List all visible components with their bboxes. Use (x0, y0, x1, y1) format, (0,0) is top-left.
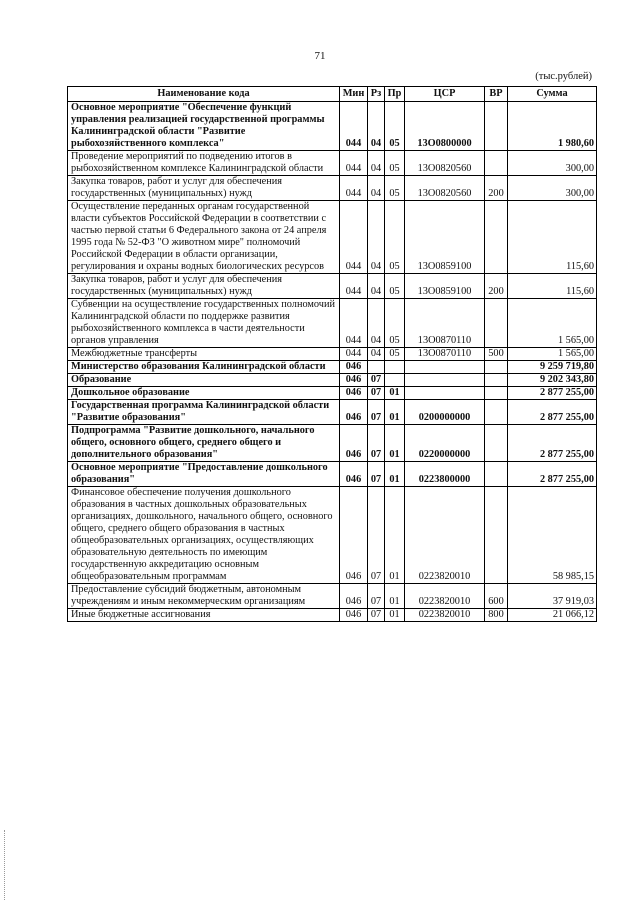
row-name: Дошкольное образование (68, 387, 340, 400)
row-min: 046 (340, 462, 368, 487)
row-sum: 9 259 719,80 (508, 361, 597, 374)
table-row (68, 151, 597, 176)
row-rz: 07 (368, 462, 385, 487)
row-name: Министерство образования Калининградской области (68, 361, 340, 374)
row-sum: 2 877 255,00 (508, 425, 597, 462)
row-pr: 01 (385, 487, 405, 584)
row-rz: 07 (368, 425, 385, 462)
row-sum: 1 565,00 (508, 299, 597, 348)
row-name: Осуществление переданных органам государственной власти субъектов Российской Федерации в соответствии с частью первой статьи 6 Федерального закона от 24 апреля 1995 года № 52-ФЗ "О животном мире" полномочий Российской Федерации в области организации, регулирования и охраны водных биологических ресурсов (68, 201, 340, 274)
row-csr: 13О0859100 (405, 274, 485, 299)
row-sum: 1 565,00 (508, 348, 597, 361)
row-min: 046 (340, 361, 368, 374)
row-name: Основное мероприятие "Предоставление дошкольного образования" (68, 462, 340, 487)
row-sum: 2 877 255,00 (508, 400, 597, 425)
row-csr: 0223820010 (405, 584, 485, 609)
row-pr: 01 (385, 462, 405, 487)
row-name: Финансовое обеспечение получения дошкольного образования в частных дошкольных образовательных организациях, дошкольного, начального общего, основного общего, среднего общего образования в частных общеобразовательных организациях, осуществляющих образовательную деятельность по имеющим государственную аккредитацию основным общеобразовательным программам (68, 487, 340, 584)
row-vr: 800 (485, 609, 508, 622)
row-min: 046 (340, 374, 368, 387)
row-rz (368, 361, 385, 374)
row-sum: 300,00 (508, 176, 597, 201)
row-csr (405, 387, 485, 400)
header-vr: ВР (485, 87, 508, 102)
row-pr: 05 (385, 299, 405, 348)
page-number: 71 (314, 50, 326, 62)
row-min: 046 (340, 609, 368, 622)
row-min: 044 (340, 299, 368, 348)
table-row (68, 176, 597, 201)
row-min: 044 (340, 348, 368, 361)
row-pr: 05 (385, 176, 405, 201)
row-rz: 04 (368, 151, 385, 176)
row-name: Закупка товаров, работ и услуг для обеспечения государственных (муниципальных) нужд (68, 176, 340, 201)
row-rz: 07 (368, 374, 385, 387)
row-min: 046 (340, 487, 368, 584)
row-sum: 115,60 (508, 201, 597, 274)
row-vr: 200 (485, 176, 508, 201)
row-sum: 2 877 255,00 (508, 462, 597, 487)
row-name: Проведение мероприятий по подведению итогов в рыбохозяйственном комплексе Калининградской области (68, 151, 340, 176)
row-pr: 01 (385, 387, 405, 400)
table-row (68, 584, 597, 609)
row-pr: 05 (385, 274, 405, 299)
row-sum: 58 985,15 (508, 487, 597, 584)
row-csr: 0223820010 (405, 487, 485, 584)
table-row (68, 400, 597, 425)
row-vr: 600 (485, 584, 508, 609)
row-sum: 300,00 (508, 151, 597, 176)
row-min: 044 (340, 102, 368, 151)
row-pr: 05 (385, 151, 405, 176)
row-sum: 37 919,03 (508, 584, 597, 609)
table-row (68, 609, 597, 622)
row-pr: 05 (385, 348, 405, 361)
table-row (68, 361, 597, 374)
budget-table (67, 86, 597, 622)
row-rz: 04 (368, 176, 385, 201)
row-name: Предоставление субсидий бюджетным, автономным учреждениям и иным некоммерческим организациям (68, 584, 340, 609)
row-pr (385, 374, 405, 387)
row-rz: 04 (368, 348, 385, 361)
units-label: (тыс.рублей) (535, 71, 592, 82)
row-csr: 0223820010 (405, 609, 485, 622)
row-csr: 0200000000 (405, 400, 485, 425)
header-min: Мин (340, 87, 368, 102)
row-pr (385, 361, 405, 374)
row-name: Субвенции на осуществление государственных полномочий Калининградской области по поддержке развития рыбохозяйственного комплекса в части деятельности органов управления (68, 299, 340, 348)
row-min: 044 (340, 176, 368, 201)
header-sum: Сумма (508, 87, 597, 102)
row-sum: 115,60 (508, 274, 597, 299)
header-rz: Рз (368, 87, 385, 102)
row-csr: 13О0870110 (405, 299, 485, 348)
header-csr: ЦСР (405, 87, 485, 102)
row-sum: 21 066,12 (508, 609, 597, 622)
row-pr: 01 (385, 609, 405, 622)
row-rz: 07 (368, 400, 385, 425)
row-sum: 9 202 343,80 (508, 374, 597, 387)
row-csr (405, 361, 485, 374)
table-row (68, 374, 597, 387)
row-min: 046 (340, 400, 368, 425)
row-pr: 05 (385, 201, 405, 274)
scan-edge-mark (4, 830, 6, 900)
row-name: Межбюджетные трансферты (68, 348, 340, 361)
row-csr: 13О0870110 (405, 348, 485, 361)
row-rz: 07 (368, 584, 385, 609)
table-row (68, 487, 597, 584)
row-vr: 200 (485, 274, 508, 299)
row-pr: 05 (385, 102, 405, 151)
row-vr (485, 462, 508, 487)
table-row (68, 462, 597, 487)
row-rz: 07 (368, 387, 385, 400)
row-csr: 0223800000 (405, 462, 485, 487)
table-row (68, 201, 597, 274)
row-csr: 13О0820560 (405, 151, 485, 176)
table-row (68, 274, 597, 299)
row-vr (485, 487, 508, 584)
row-min: 046 (340, 584, 368, 609)
row-rz: 04 (368, 274, 385, 299)
row-vr (485, 102, 508, 151)
row-min: 046 (340, 425, 368, 462)
table-row (68, 102, 597, 151)
row-pr: 01 (385, 584, 405, 609)
row-sum: 1 980,60 (508, 102, 597, 151)
row-name: Закупка товаров, работ и услуг для обеспечения государственных (муниципальных) нужд (68, 274, 340, 299)
row-vr (485, 151, 508, 176)
row-min: 044 (340, 274, 368, 299)
row-vr (485, 299, 508, 348)
table-row (68, 387, 597, 400)
row-pr: 01 (385, 425, 405, 462)
row-name: Основное мероприятие "Обеспечение функций управления реализацией государственной программы Калининградской области "Развитие рыбохозяйственного комплекса" (68, 102, 340, 151)
table-row (68, 348, 597, 361)
row-vr (485, 400, 508, 425)
row-csr: 0220000000 (405, 425, 485, 462)
row-vr (485, 374, 508, 387)
header-pr: Пр (385, 87, 405, 102)
row-rz: 04 (368, 102, 385, 151)
row-min: 044 (340, 201, 368, 274)
row-min: 044 (340, 151, 368, 176)
row-vr (485, 201, 508, 274)
row-csr: 13О0820560 (405, 176, 485, 201)
row-csr: 13О0859100 (405, 201, 485, 274)
table-row (68, 299, 597, 348)
row-csr: 13О0800000 (405, 102, 485, 151)
row-rz: 07 (368, 609, 385, 622)
table-header-row (68, 87, 597, 102)
row-name: Государственная программа Калининградской области "Развитие образования" (68, 400, 340, 425)
row-min: 046 (340, 387, 368, 400)
row-pr: 01 (385, 400, 405, 425)
row-name: Образование (68, 374, 340, 387)
row-vr (485, 387, 508, 400)
header-name: Наименование кода (68, 87, 340, 102)
row-csr (405, 374, 485, 387)
row-name: Иные бюджетные ассигнования (68, 609, 340, 622)
row-vr (485, 425, 508, 462)
row-rz: 04 (368, 201, 385, 274)
row-vr: 500 (485, 348, 508, 361)
table-row (68, 425, 597, 462)
row-vr (485, 361, 508, 374)
row-rz: 07 (368, 487, 385, 584)
row-rz: 04 (368, 299, 385, 348)
row-name: Подпрограмма "Развитие дошкольного, начального общего, основного общего, среднего общего и дополнительного образования" (68, 425, 340, 462)
row-sum: 2 877 255,00 (508, 387, 597, 400)
